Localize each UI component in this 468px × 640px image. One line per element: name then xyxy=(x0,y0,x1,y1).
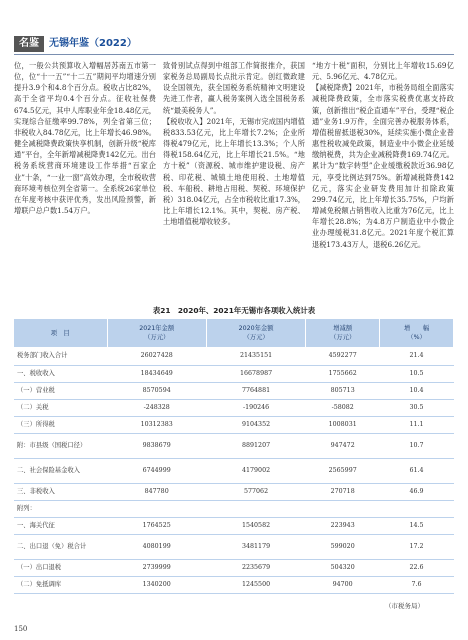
cell-value xyxy=(107,500,206,517)
col-header-change: 增减额 （万元） xyxy=(306,319,380,347)
table-row xyxy=(14,458,454,483)
cell-value: 9838679 xyxy=(107,433,206,458)
cell-value: 46.9 xyxy=(380,483,454,500)
cell-value: 1340200 xyxy=(107,576,206,593)
page-header xyxy=(0,0,468,58)
cell-value: 599020 xyxy=(306,534,380,559)
col-header-growth: 增 幅 （%） xyxy=(380,319,454,347)
cell-value: 8570594 xyxy=(107,382,206,399)
cell-value: 26027428 xyxy=(107,347,206,365)
cell-value: 6744999 xyxy=(107,458,206,483)
table-body xyxy=(14,347,454,593)
row-label: （一）营业税 xyxy=(14,382,107,399)
source-note: （市税务局） xyxy=(385,602,424,610)
cell-value: -58082 xyxy=(306,399,380,416)
cell-value: 10.5 xyxy=(380,365,454,382)
cell-value xyxy=(206,500,305,517)
header-rule xyxy=(14,54,454,55)
table-row xyxy=(14,382,454,399)
page-number: 150 xyxy=(14,625,28,633)
cell-value: 17.2 xyxy=(380,534,454,559)
cell-value: 1755662 xyxy=(306,365,380,382)
row-label: （三）所得税 xyxy=(14,416,107,433)
yearbook-logo: 名鉴 xyxy=(14,36,44,52)
table-row xyxy=(14,500,454,517)
cell-value: 223943 xyxy=(306,517,380,534)
cell-value: 10312383 xyxy=(107,416,206,433)
cell-value: 947472 xyxy=(306,433,380,458)
cell-value: 10.4 xyxy=(380,382,454,399)
cell-value: 94700 xyxy=(306,576,380,593)
row-label: （二）免抵调库 xyxy=(14,576,107,593)
table-row xyxy=(14,365,454,382)
row-label: 二、社会保险基金收入 xyxy=(14,458,107,483)
row-label: （一）出口退税 xyxy=(14,559,107,576)
cell-value: -190246 xyxy=(206,399,305,416)
cell-value: 18434649 xyxy=(107,365,206,382)
text-column-2: 致骨别试点得到中组部工作简报推介，获国家税务总局副局长点批示肯定。创红微政建设全国领先，获全国税务系统精神文明建设先进工作者，赢人税务案例入选全国税务系统“最美税务人”。 【税收收入】2021年，无锡市完成国内增值税833.53亿元，比上年增长7.2%；企业所得税479亿元，比上年增长13.3%；个人所得税158.64亿元，比上年增长21.5%。“地方十税”（资源税、城市维护建设税、房产税、印花税、城镇土地使用税、土地增值税、车船税、耕地占用税、契税、环境保护税）318.04亿元，占全市税收比重17.3%，比上年增长12.1%。其中，契税、房产税、土地增值税增收较多。 xyxy=(163,61,305,227)
running-title: 无锡年鉴（2022） xyxy=(49,38,137,49)
text-column-1: 位，一般公共预算收入增幅居苏南五市第一位，位“十一五”“十二五”期间平均增速分别提升3.9个和4.8个百分点。税收占比82%，高于全省平均0.4个百分点。征收社保费674.5亿元，其中人库职业年金18.48亿元，实现综合征缴率99.78%，列全省第三位；非税收入84.78亿元，比上年增长46.98%。健全减税降费政策快享机制，创新升级“税库通”平台，全年新增减税降费142亿元。出台税务系统营商环境建设工作举措“百家企业”十条，“一业一窗”高效办理，全市税收营商环境考核位列全省第一。全系统26家单位在年度考核中获评优秀，发出风险预警，新增联户总户数1.54万户。 xyxy=(14,61,156,216)
cell-value: 270718 xyxy=(306,483,380,500)
col-header-item: 项 目 xyxy=(14,319,107,347)
table-row xyxy=(14,559,454,576)
table-caption: 表21 2020年、2021年无锡市各项收入统计表 xyxy=(152,306,316,315)
row-label: 三、非税收入 xyxy=(14,483,107,500)
cell-value: 14.5 xyxy=(380,517,454,534)
cell-value: 4592277 xyxy=(306,347,380,365)
cell-value: 1764525 xyxy=(107,517,206,534)
cell-value: 8891207 xyxy=(206,433,305,458)
table-header-row xyxy=(14,319,454,347)
row-label: 一、海关代征 xyxy=(14,517,107,534)
cell-value: 4080199 xyxy=(107,534,206,559)
cell-value: 4179002 xyxy=(206,458,305,483)
row-label: 二、出口退（免）税合计 xyxy=(14,534,107,559)
cell-value: 577062 xyxy=(206,483,305,500)
table-row xyxy=(14,517,454,534)
cell-value: 1008031 xyxy=(306,416,380,433)
cell-value: 7.6 xyxy=(380,576,454,593)
cell-value: 1245500 xyxy=(206,576,305,593)
table-row xyxy=(14,416,454,433)
cell-value: 7764881 xyxy=(206,382,305,399)
cell-value: 504320 xyxy=(306,559,380,576)
cell-value: 9104352 xyxy=(206,416,305,433)
cell-value: 22.6 xyxy=(380,559,454,576)
cell-value: 21435151 xyxy=(206,347,305,365)
cell-value: 3481179 xyxy=(206,534,305,559)
cell-value: 16678987 xyxy=(206,365,305,382)
cell-value: 847780 xyxy=(107,483,206,500)
cell-value: 1540582 xyxy=(206,517,305,534)
row-label: （二）关税 xyxy=(14,399,107,416)
cell-value: 21.4 xyxy=(380,347,454,365)
col-header-2020: 2020年金额 （万元） xyxy=(206,319,305,347)
cell-value: 2235679 xyxy=(206,559,305,576)
row-label: 附：市县级（国税口径） xyxy=(14,433,107,458)
cell-value: 2565997 xyxy=(306,458,380,483)
body-text xyxy=(14,60,454,293)
revenue-table xyxy=(14,319,454,594)
cell-value: 30.5 xyxy=(380,399,454,416)
cell-value: 805713 xyxy=(306,382,380,399)
table-row xyxy=(14,347,454,365)
table-row xyxy=(14,483,454,500)
cell-value xyxy=(380,500,454,517)
row-label: 税务部门收入合计 xyxy=(14,347,107,365)
col-header-2021: 2021年金额 （万元） xyxy=(107,319,206,347)
table-row xyxy=(14,399,454,416)
text-column-3: “地方十税”面积，分别比上年增收15.69亿元、5.96亿元、4.78亿元。 【减税降费】2021年，市税务局组全面落实减税降费政策，全市落实税费优惠支持政策，创新推出“税企直通车”平台，受理“税企通”业务1.9万件，全面完善办税服务体系，增值税留抵退税30%，延续实施小微企业普惠性税收减免政策，制造业中小微企业延缓缴纳税费，共为企业减税降费169.74亿元。累计为“数字转型”企业缓缴税款近36.98亿元，享受比例达到75%。新增减税降费142亿元，落实企业研发费用加计扣除政策299.74亿元，比上年增长35.75%，户均新增减免税额占销售收入比重为76亿元，比上年增长28.8%；为4.8万户制造业中小微企业办理缓税31.8亿元。2021年度个税汇算退税173.43万人，退税6.26亿元。 xyxy=(312,61,454,249)
cell-value: 61.4 xyxy=(380,458,454,483)
table-row xyxy=(14,534,454,559)
cell-value xyxy=(306,500,380,517)
cell-value: -248328 xyxy=(107,399,206,416)
cell-value: 10.7 xyxy=(380,433,454,458)
row-label: 附列： xyxy=(14,500,107,517)
cell-value: 11.1 xyxy=(380,416,454,433)
row-label: 一、税收收入 xyxy=(14,365,107,382)
cell-value: 2739999 xyxy=(107,559,206,576)
table-row xyxy=(14,433,454,458)
table-row xyxy=(14,576,454,593)
